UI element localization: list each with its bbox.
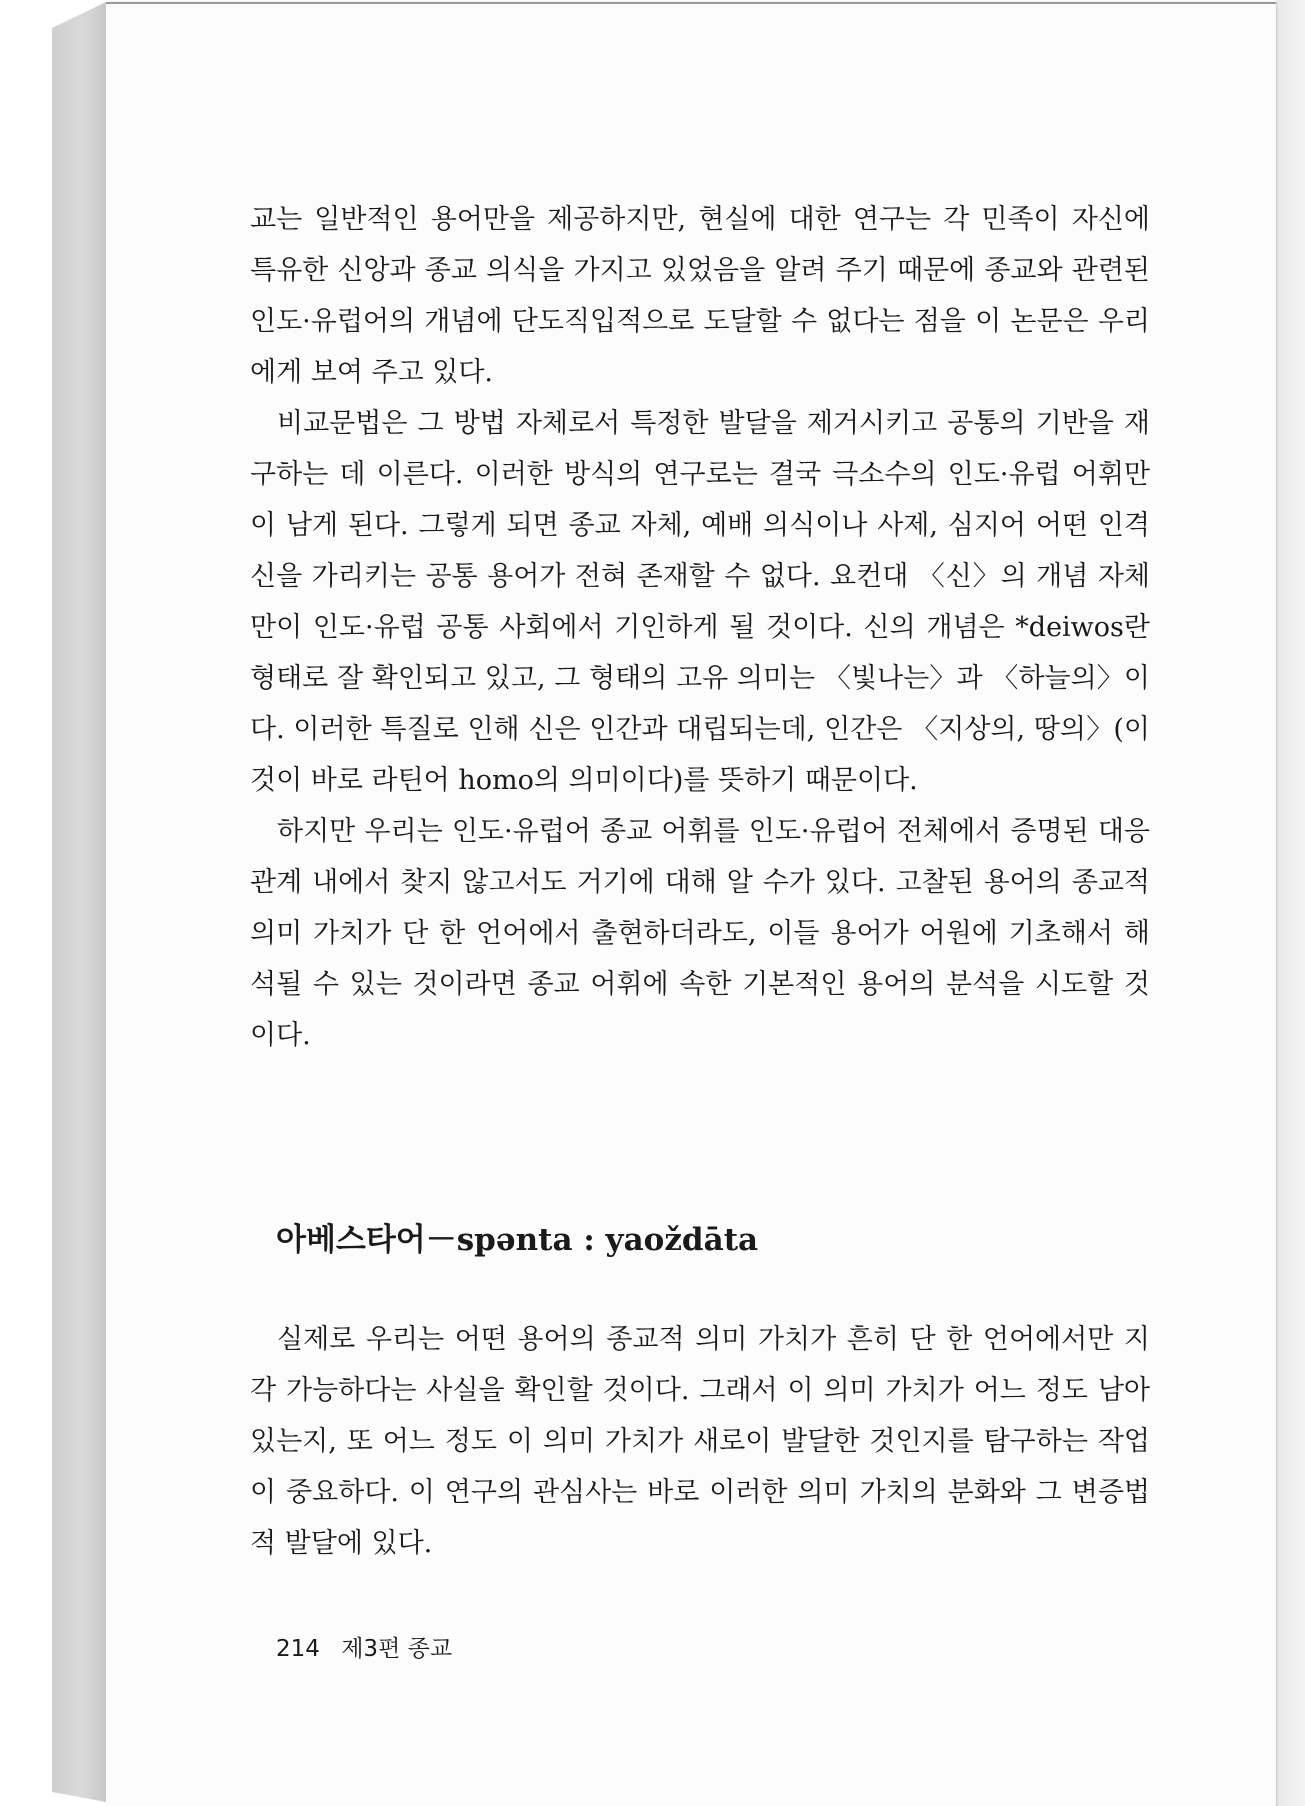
section-label: 제3편 종교 (341, 1636, 453, 1662)
next-page-edge (1276, 0, 1305, 1806)
section-heading: 아베스타어－spənta : yaoždāta (276, 1222, 759, 1258)
page-footer (276, 1630, 452, 1663)
book-spine (52, 2, 106, 1802)
page-number: 214 (276, 1636, 320, 1662)
section-body-text (250, 1314, 1150, 1569)
paragraph-1: 교는 일반적인 용어만을 제공하지만, 현실에 대한 연구는 각 민족이 자신에 특유한 신앙과 종교 의식을 가지고 있었음을 알려 주기 때문에 종교와 관련된 인도·유럽어의 개념에 단도직입적으로 도달할 수 없다는 점을 이 논문은 우리에게 보여 주고 있다. (250, 204, 1150, 388)
paragraph-2: 비교문법은 그 방법 자체로서 특정한 발달을 제거시키고 공통의 기반을 재구하는 데 이른다. 이러한 방식의 연구로는 결국 극소수의 인도·유럽 어휘만이 남게 된다. 그렇게 되면 종교 자체, 예배 의식이나 사제, 심지어 어떤 인격신을 가리키는 공통 용어가 전혀 존재할 수 없다. 요컨대 〈신〉의 개념 자체만이 인도·유럽 공통 사회에서 기인하게 될 것이다. 신의 개념은 *deiwos란 형태로 잘 확인되고 있고, 그 형태의 고유 의미는 〈빛나는〉과 〈하늘의〉이다. 이러한 특질로 인해 신은 인간과 대립되는데, 인간은 〈지상의, 땅의〉(이것이 바로 라틴어 homo의 의미이다)를 뜻하기 때문이다. (250, 408, 1150, 796)
paragraph-3: 하지만 우리는 인도·유럽어 종교 어휘를 인도·유럽어 전체에서 증명된 대응 관계 내에서 찾지 않고서도 거기에 대해 알 수가 있다. 고찰된 용어의 종교적 의미 가치가 단 한 언어에서 출현하더라도, 이들 용어가 어원에 기초해서 해석될 수 있는 것이라면 종교 어휘에 속한 기본적인 용어의 분석을 시도할 것이다. (250, 816, 1150, 1051)
body-text (250, 194, 1150, 1061)
section-paragraph: 실제로 우리는 어떤 용어의 종교적 의미 가치가 흔히 단 한 언어에서만 지각 가능하다는 사실을 확인할 것이다. 그래서 이 의미 가치가 어느 정도 남아 있는지, 또 어느 정도 이 의미 가치가 새로이 발달한 것인지를 탐구하는 작업이 중요하다. 이 연구의 관심사는 바로 이러한 의미 가치의 분화와 그 변증법적 발달에 있다. (250, 1324, 1150, 1559)
book-page (106, 2, 1276, 1806)
